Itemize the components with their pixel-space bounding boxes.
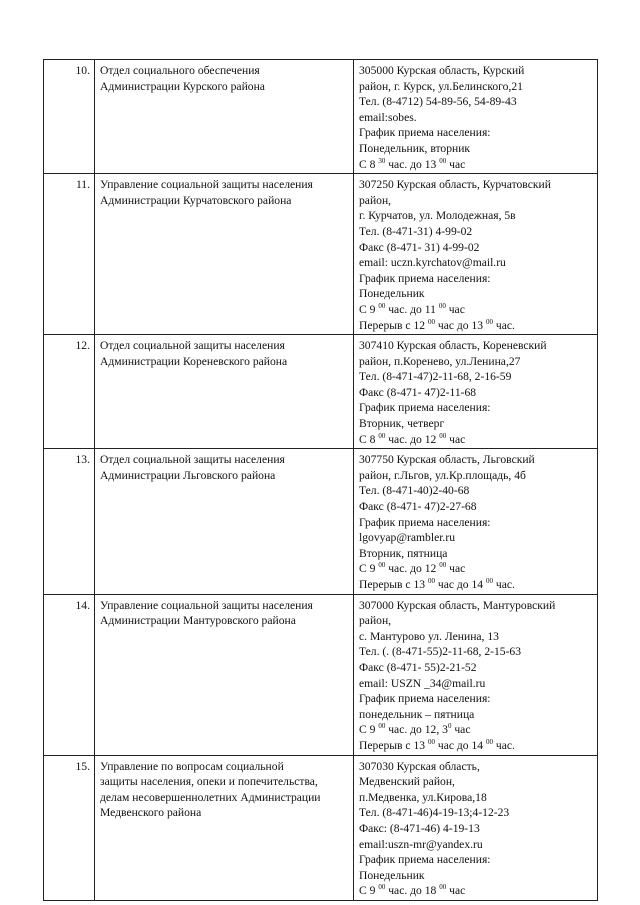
office-name-line: делам несовершеннолетних Администрации <box>100 790 321 804</box>
office-detail-line: 307250 Курская область, Курчатовский <box>359 178 551 192</box>
office-detail-line: email:sobes. <box>359 110 417 124</box>
office-name-line: Администрации Курчатовского района <box>100 193 292 207</box>
office-detail-line: График приема населения: <box>359 126 491 140</box>
row-number: 12. <box>44 335 95 449</box>
office-details-cell <box>354 60 598 174</box>
office-detail-line: 307750 Курская область, Льговский <box>359 453 535 467</box>
table-row <box>44 594 598 755</box>
office-details-cell <box>354 449 598 594</box>
office-name-line: Управление социальной защиты населения <box>100 178 313 192</box>
office-name-line: Управление по вопросам социальной <box>100 759 284 773</box>
office-name-cell <box>95 594 354 755</box>
office-name-line: Отдел социальной защиты населения <box>100 453 285 467</box>
office-detail-line: Тел. (8-471-46)4-19-13;4-12-23 <box>359 806 510 820</box>
office-name-line: Медвенского района <box>100 806 202 820</box>
office-details-cell <box>354 174 598 335</box>
office-detail-line: г. Курчатов, ул. Молодежная, 5в <box>359 209 516 223</box>
office-name-line: Администрации Мантуровского района <box>100 614 296 628</box>
table-body <box>44 60 598 901</box>
office-detail-line: Тел. (8-471-47)2-11-68, 2-16-59 <box>359 370 512 384</box>
office-details-cell <box>354 755 598 900</box>
office-detail-line: С 8 $^{30}$ час. до 13 $^{00}$ час <box>359 156 466 171</box>
office-detail-line: район, г. Курск, ул.Белинского,21 <box>359 79 523 93</box>
office-detail-line: email: uczn.kyrchatov@mail.ru <box>359 256 506 270</box>
office-detail-line: email:uszn-mr@yandex.ru <box>359 837 483 851</box>
office-name-cell <box>95 174 354 335</box>
office-detail-line: График приема населения: <box>359 692 491 706</box>
office-detail-line: 307030 Курская область, <box>359 759 480 773</box>
office-detail-line: Факс (8-471- 31) 4-99-02 <box>359 240 480 254</box>
office-detail-line: Вторник, четверг <box>359 417 445 431</box>
office-detail-line: С 9 $^{00}$ час. до 12, $3^0$ час <box>359 722 471 737</box>
office-detail-line: 307410 Курская область, Кореневский <box>359 339 547 353</box>
office-detail-line: 307000 Курская область, Мантуровский <box>359 598 556 612</box>
office-detail-line: район, <box>359 614 392 628</box>
office-detail-line: Медвенский район, <box>359 775 455 789</box>
office-detail-line: район, <box>359 193 392 207</box>
office-detail-line: Перерыв с 13 $^{00}$ час до 14 $^{00}$ час. <box>359 737 515 752</box>
office-detail-line: с. Мантурово ул. Ленина, 13 <box>359 629 499 643</box>
office-name-cell <box>95 335 354 449</box>
row-number: 14. <box>44 594 95 755</box>
office-detail-line: lgovyap@rambler.ru <box>359 531 455 545</box>
office-detail-line: Факс: (8-471-46) 4-19-13 <box>359 821 480 835</box>
table-row <box>44 60 598 174</box>
office-detail-line: Тел. (8-471-31) 4-99-02 <box>359 224 473 238</box>
office-detail-line: 305000 Курская область, Курский <box>359 64 525 77</box>
office-detail-line: Тел. (8-4712) 54-89-56, 54-89-43 <box>359 95 517 109</box>
office-name-line: Отдел социальной защиты населения <box>100 339 285 353</box>
office-detail-line: понедельник – пятница <box>359 707 475 721</box>
office-detail-line: Тел. (8-471-40)2-40-68 <box>359 484 470 498</box>
office-detail-line: Понедельник <box>359 868 425 882</box>
office-detail-line: Факс (8-471- 47)2-27-68 <box>359 500 477 514</box>
row-number: 10. <box>44 60 95 174</box>
table-row <box>44 449 598 594</box>
office-detail-line: С 9 $^{00}$ час. до 18 $^{00}$ час <box>359 883 466 898</box>
row-number: 15. <box>44 755 95 900</box>
office-name-cell <box>95 755 354 900</box>
office-detail-line: email: USZN _34@mail.ru <box>359 676 486 690</box>
offices-table <box>43 59 598 901</box>
table-row <box>44 755 598 900</box>
office-detail-line: Факс (8-471- 55)2-21-52 <box>359 660 477 674</box>
office-detail-line: Понедельник, вторник <box>359 141 471 155</box>
office-details-cell <box>354 335 598 449</box>
table-row <box>44 335 598 449</box>
row-number: 11. <box>44 174 95 335</box>
office-detail-line: Понедельник <box>359 287 425 301</box>
table-row <box>44 174 598 335</box>
office-detail-line: С 8 $^{00}$ час. до 12 $^{00}$ час <box>359 431 466 446</box>
office-detail-line: район, г.Льгов, ул.Кр.площадь, 4б <box>359 468 526 482</box>
office-name-cell <box>95 60 354 174</box>
office-detail-line: Тел. (. (8-471-55)2-11-68, 2-15-63 <box>359 645 522 659</box>
office-detail-line: район, п.Коренево, ул.Ленина,27 <box>359 354 521 368</box>
office-detail-line: п.Медвенка, ул.Кирова,18 <box>359 790 487 804</box>
office-detail-line: График приема населения: <box>359 853 491 867</box>
office-detail-line: Перерыв с 13 $^{00}$ час до 14 $^{00}$ час. <box>359 577 515 591</box>
office-name-line: Администрации Льговского района <box>100 468 276 482</box>
office-name-line: защиты населения, опеки и попечительства, <box>100 775 318 789</box>
row-number: 13. <box>44 449 95 594</box>
office-detail-line: Факс (8-471- 47)2-11-68 <box>359 385 477 399</box>
office-detail-line: График приема населения: <box>359 271 491 285</box>
office-details-cell <box>354 594 598 755</box>
office-detail-line: График приема населения: <box>359 515 491 529</box>
office-name-cell <box>95 449 354 594</box>
office-name-line: Отдел социального обеспечения <box>100 64 260 77</box>
office-detail-line: С 9 $^{00}$ час. до 11 $^{00}$ час <box>359 301 465 316</box>
office-detail-line: С 9 $^{00}$ час. до 12 $^{00}$ час <box>359 561 466 576</box>
office-name-line: Управление социальной защиты населения <box>100 598 313 612</box>
office-name-line: Администрации Кореневского района <box>100 354 288 368</box>
office-detail-line: Перерыв с 12 $^{00}$ час до 13 $^{00}$ час. <box>359 317 515 332</box>
office-detail-line: Вторник, пятница <box>359 546 448 560</box>
office-detail-line: График приема населения: <box>359 401 491 415</box>
office-name-line: Администрации Курского района <box>100 79 265 93</box>
